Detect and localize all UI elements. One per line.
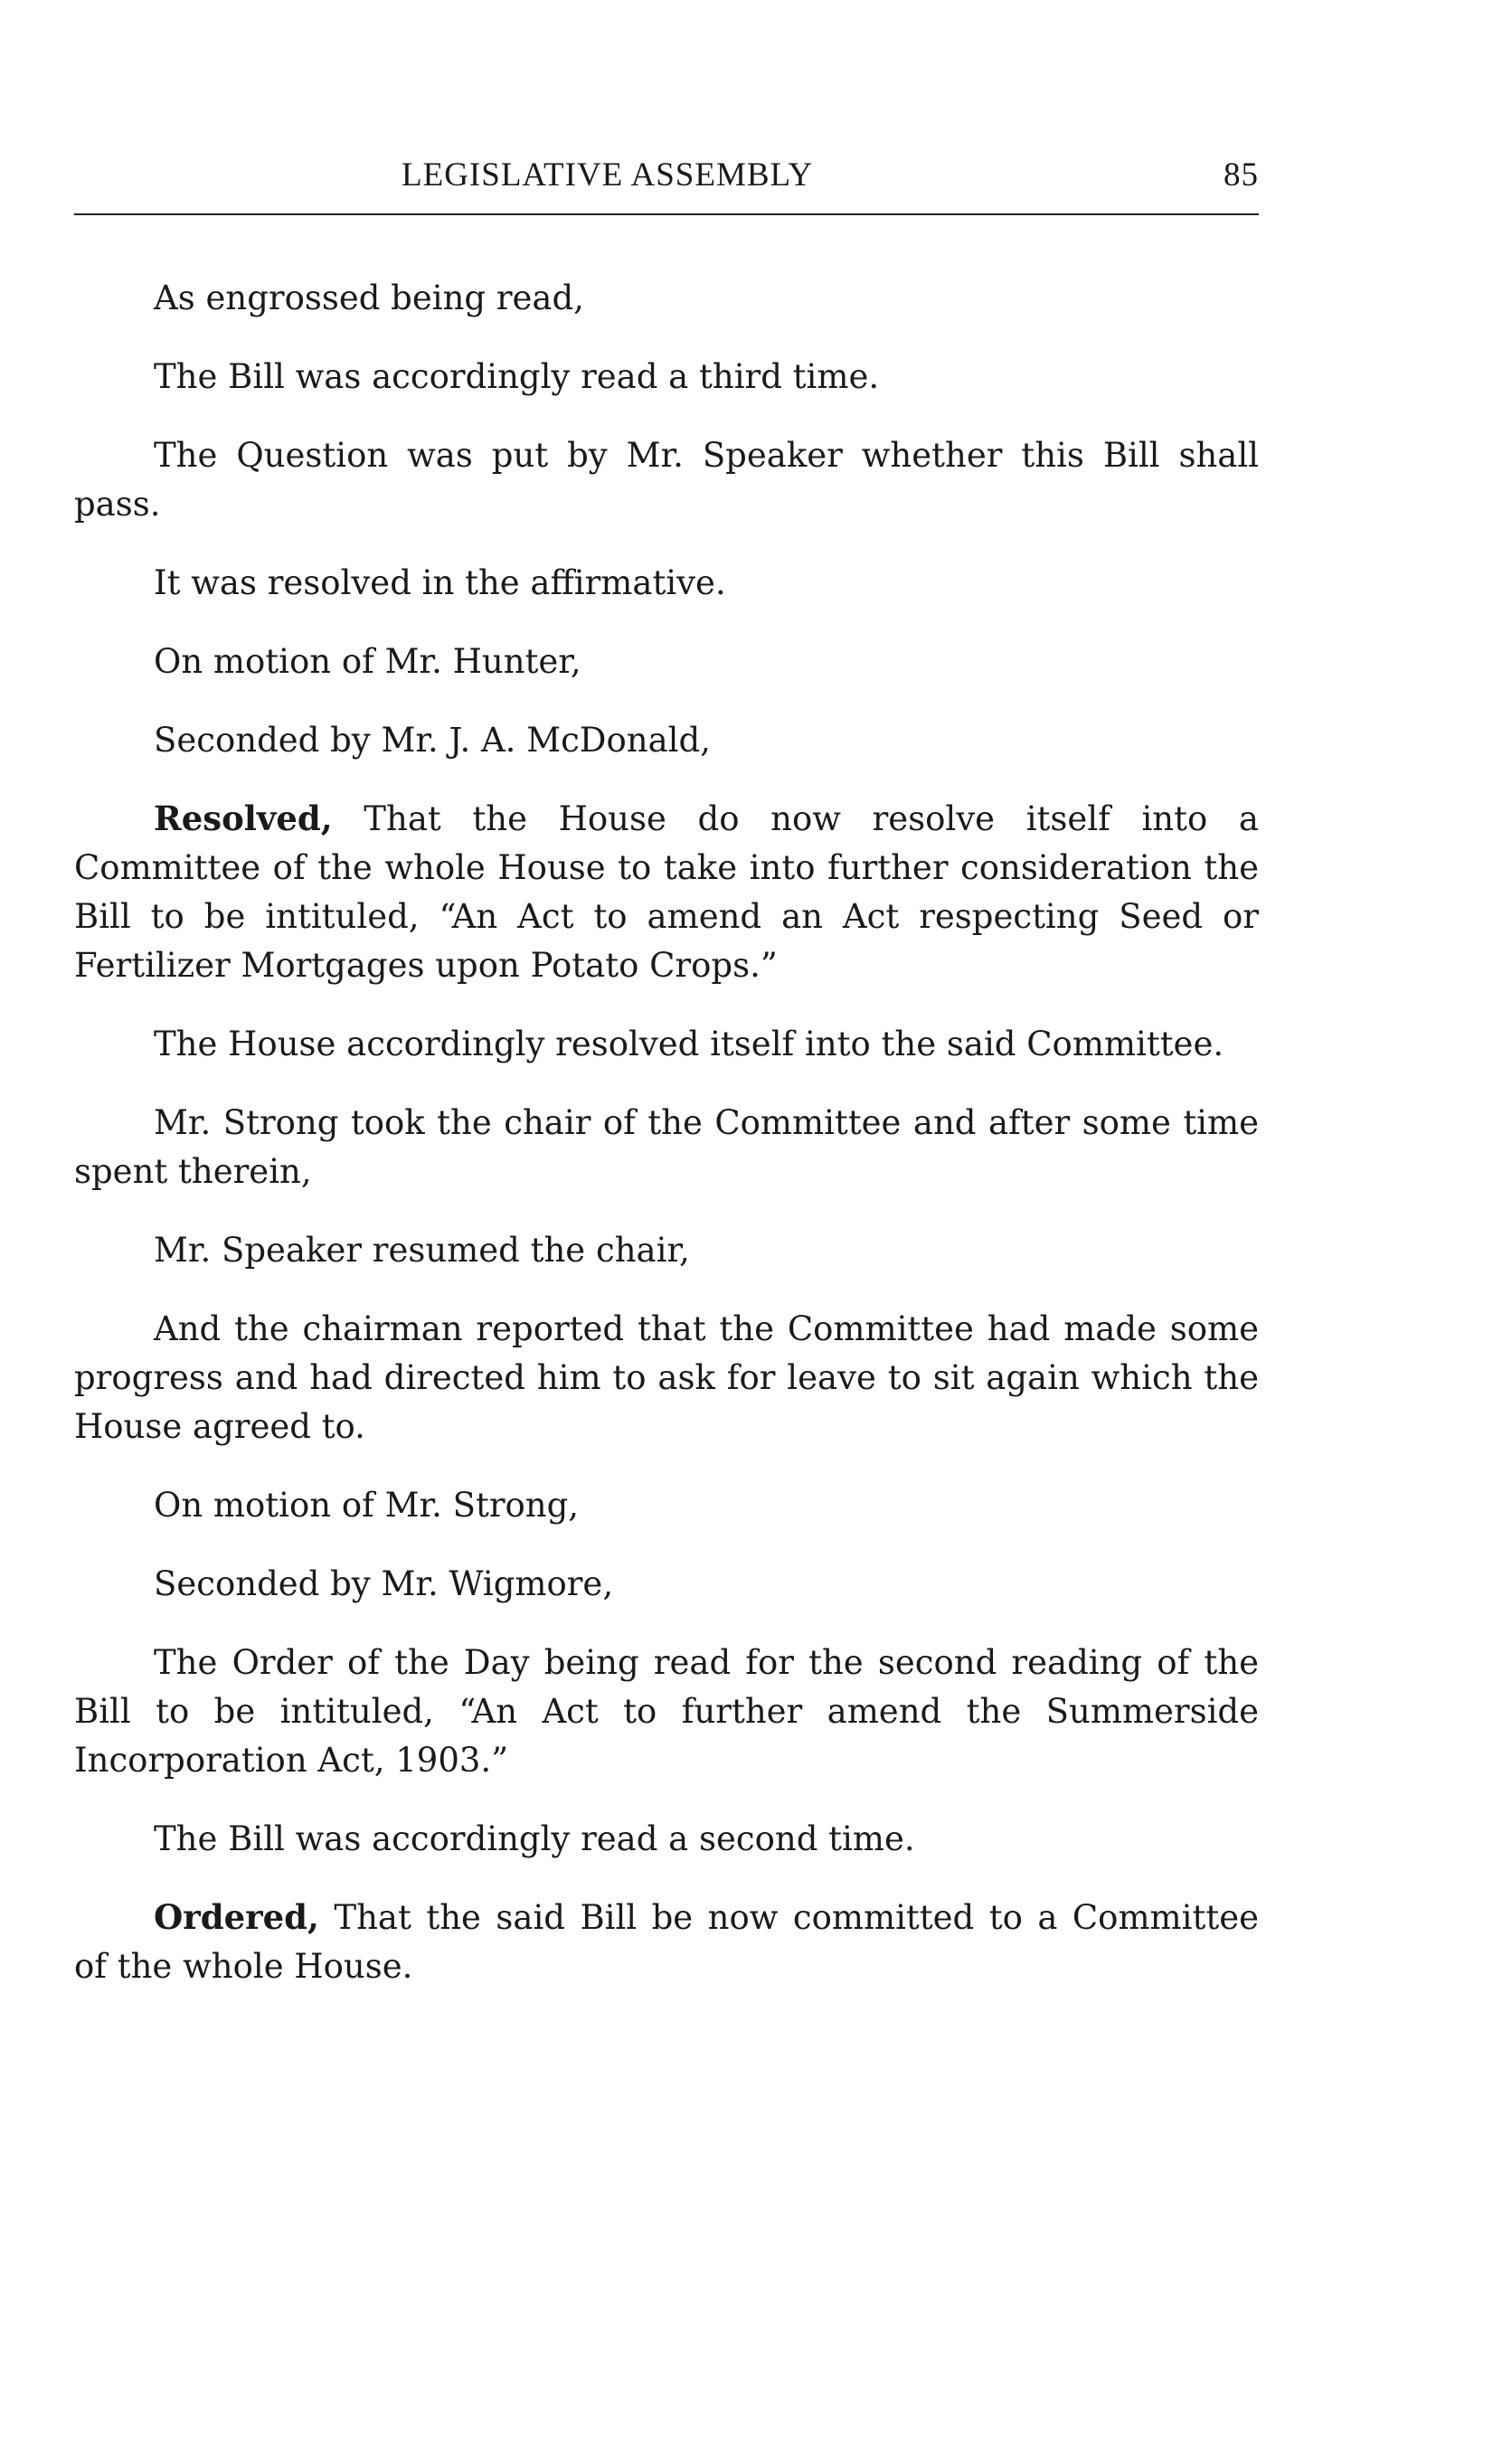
paragraph: Mr. Strong took the chair of the Committee and after some time spent therein, [74,1103,1259,1191]
paragraph: It was resolved in the affirmative. [154,563,726,602]
ordered-paragraph: Ordered, That the said Bill be now committed to a Committee of the whole House. [74,1897,1259,1986]
document-body [74,273,1259,2020]
resolved-paragraph: Resolved, That the House do now resolve itself into a Committee of the whole House to take into further consideration the Bill to be intituled, “An Act to amend an Act respecting Seed or Fertilizer Mortgages upon Potato Crops.” [74,798,1259,985]
paragraph: On motion of Mr. Strong, [154,1486,580,1525]
paragraph: The Question was put by Mr. Speaker whether this Bill shall pass. [74,436,1259,524]
paragraph: The Bill was accordingly read a second time. [154,1819,915,1858]
paragraph: The Bill was accordingly read a third time. [154,357,880,396]
header-rule [74,213,1259,215]
paragraph: Seconded by Mr. J. A. McDonald, [154,721,711,760]
paragraph: On motion of Mr. Hunter, [154,642,581,681]
paragraph: And the chairman reported that the Committee had made some progress and had directed him to ask for leave to sit again which the House agreed to. [74,1309,1259,1446]
resolved-lead: Resolved, [154,798,333,838]
paragraph: As engrossed being read, [154,279,584,317]
header-title: LEGISLATIVE ASSEMBLY [402,156,814,194]
paragraph: The Order of the Day being read for the second reading of the Bill to be intituled, “An Act to further amend the Summerside Incorporation Act, 1903.” [74,1643,1259,1780]
running-header [74,156,1259,201]
paragraph: The House accordingly resolved itself into the said Committee. [154,1025,1224,1063]
paragraph: Seconded by Mr. Wigmore, [154,1564,614,1603]
paragraph: Mr. Speaker resumed the chair, [154,1231,690,1270]
ordered-lead: Ordered, [154,1897,319,1937]
page-number: 85 [1224,156,1259,194]
